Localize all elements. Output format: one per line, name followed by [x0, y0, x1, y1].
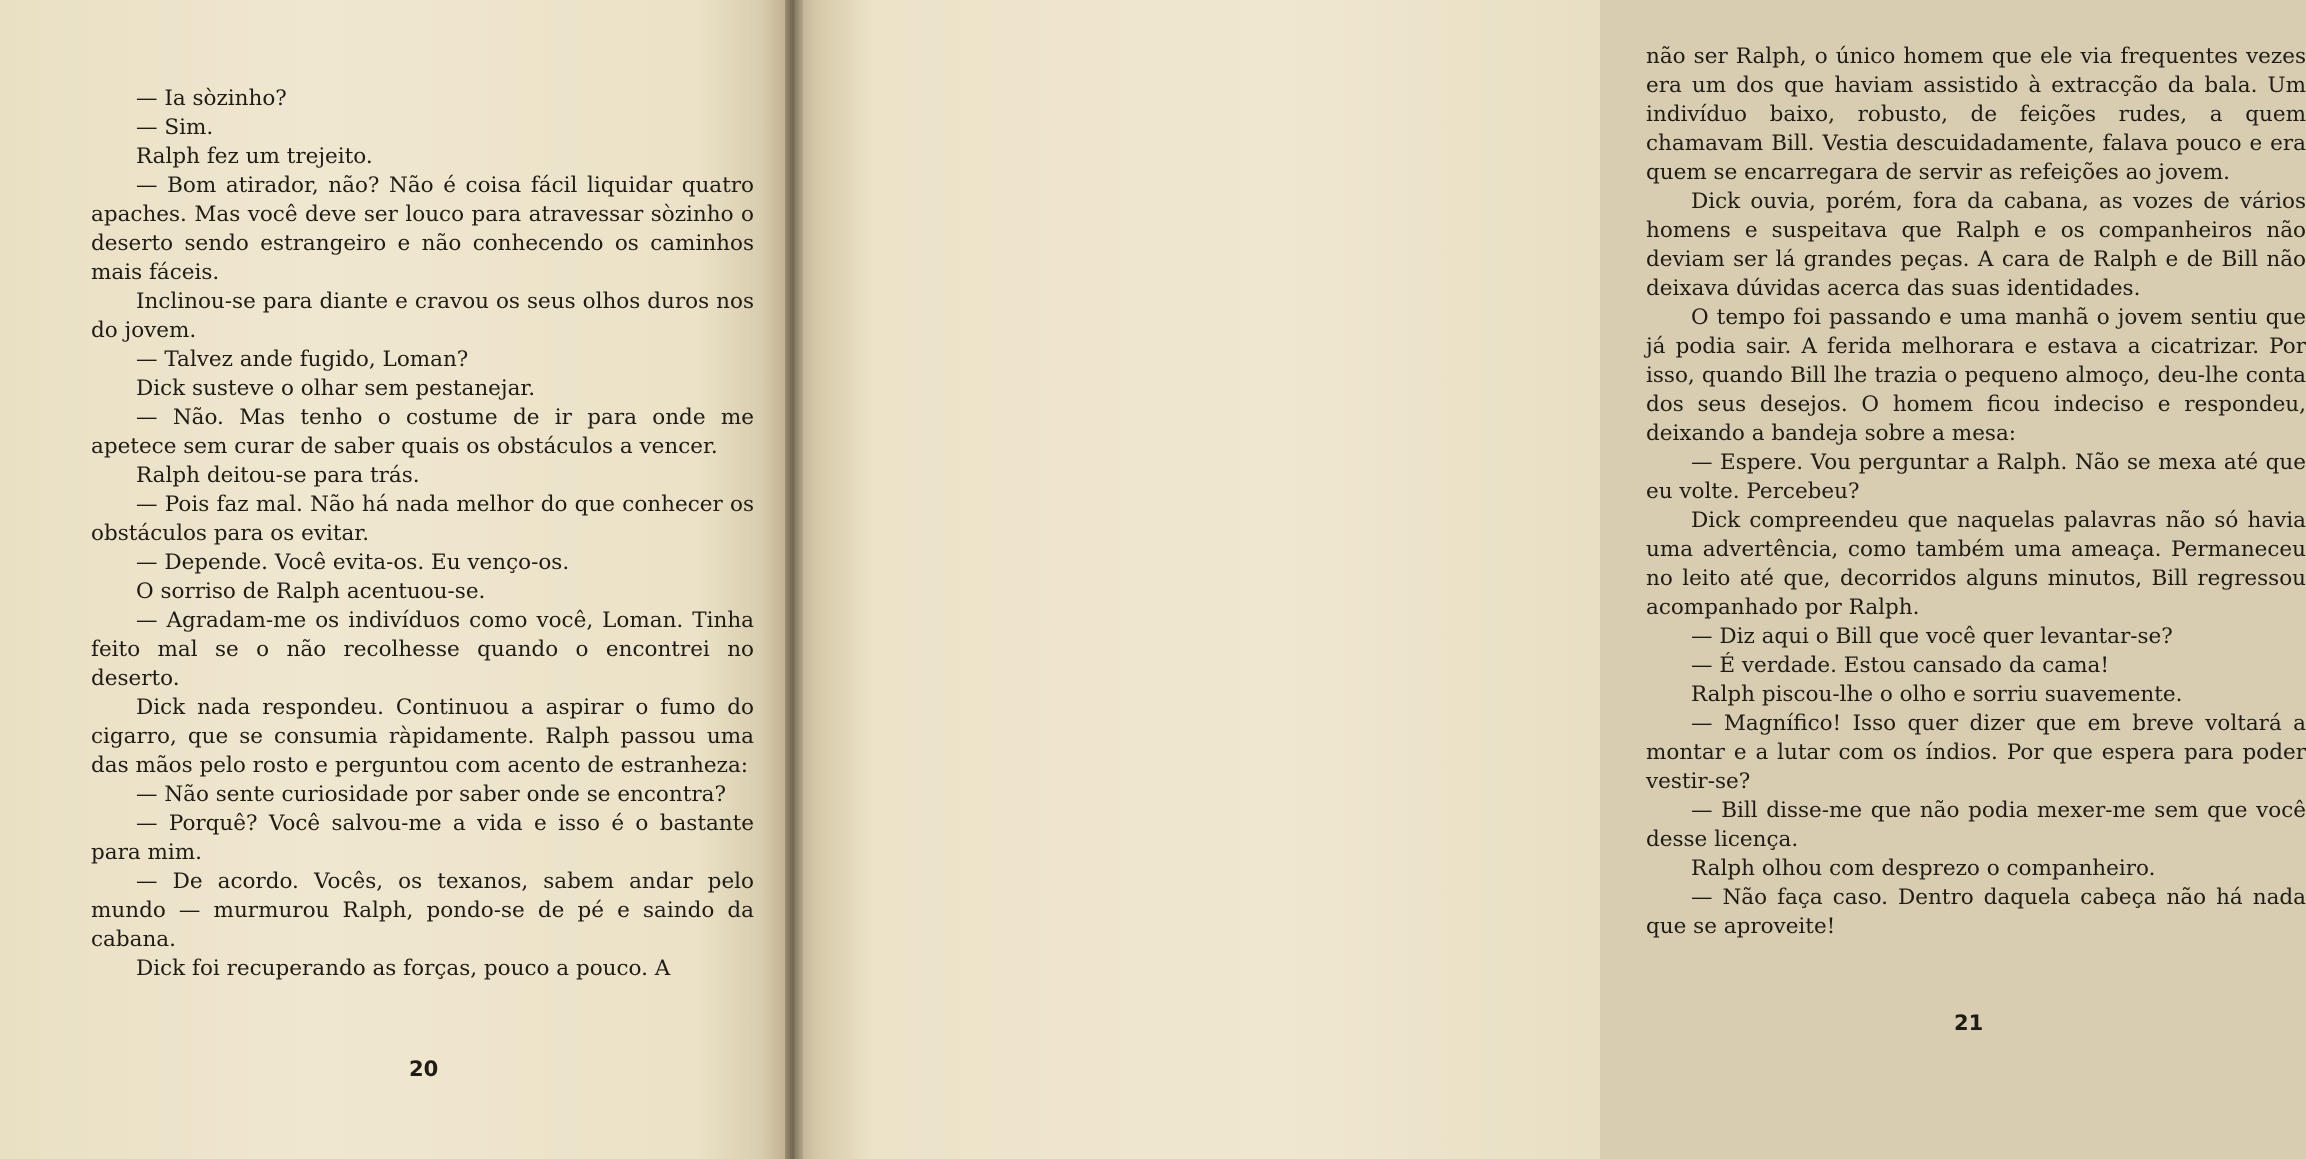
paragraph: — Espere. Vou perguntar a Ralph. Não se mexa até que eu volte. Percebeu? [1646, 450, 2306, 504]
book-gutter [785, 0, 803, 1159]
paragraph: — De acordo. Vocês, os texanos, sabem andar pelo mundo — murmurou Ralph, pondo-se de pé e saindo da cabana. [91, 869, 754, 952]
page-number-left: 20 [409, 1057, 439, 1081]
paragraph: Dick susteve o olhar sem pestanejar. [136, 376, 536, 401]
paragraph: — Sim. [136, 115, 214, 140]
paragraph: Ralph deitou-se para trás. [136, 463, 420, 488]
right-page-text [1646, 42, 2306, 941]
paragraph: Inclinou-se para diante e cravou os seus olhos duros nos do jovem. [91, 289, 754, 343]
paragraph: — Não sente curiosidade por saber onde se encontra? [136, 782, 726, 807]
paragraph: Ralph olhou com desprezo o companheiro. [1691, 856, 2156, 881]
paragraph: O sorriso de Ralph acentuou-se. [136, 579, 486, 604]
paragraph: — Não faça caso. Dentro daquela cabeça não há nada que se aproveite! [1646, 885, 2306, 939]
paragraph: Dick ouvia, porém, fora da cabana, as vozes de vários homens e suspeitava que Ralph e os companheiros não deviam ser lá grandes peças. A cara de Ralph e de Bill não deixava dúvidas acerca das suas identidades. [1646, 189, 2306, 301]
paragraph: — Agradam-me os indivíduos como você, Loman. Tinha feito mal se o não recolhesse quando o encontrei no deserto. [91, 608, 754, 691]
paragraph: — Bill disse-me que não podia mexer-me sem que você desse licença. [1646, 798, 2306, 852]
paragraph: O tempo foi passando e uma manhã o jovem sentiu que já podia sair. A ferida melhorara e estava a cicatrizar. Por isso, quando Bill lhe trazia o pequeno almoço, deu-lhe conta dos seus desejos. O homem ficou indeciso e respondeu, deixando a bandeja sobre a mesa: [1646, 305, 2306, 446]
paragraph: Dick nada respondeu. Continuou a aspirar o fumo do cigarro, que se consumia ràpidamente. Ralph passou uma das mãos pelo rosto e perguntou com acento de estranheza: [91, 695, 754, 778]
paragraph: — Bom atirador, não? Não é coisa fácil liquidar quatro apaches. Mas você deve ser louco para atravessar sòzinho o deserto sendo estrangeiro e não conhecendo os caminhos mais fáceis. [91, 173, 754, 285]
paragraph: — Diz aqui o Bill que você quer levantar-se? [1691, 624, 2173, 649]
paragraph: Dick foi recuperando as forças, pouco a pouco. A [136, 956, 671, 981]
paragraph: — É verdade. Estou cansado da cama! [1691, 653, 2109, 678]
paragraph: — Não. Mas tenho o costume de ir para onde me apetece sem curar de saber quais os obstáculos a vencer. [91, 405, 754, 459]
paragraph: — Magnífico! Isso quer dizer que em breve voltará a montar e a lutar com os índios. Por que espera para poder vestir-se? [1646, 711, 2306, 794]
left-page [0, 0, 793, 1159]
page-number-right: 21 [1954, 1011, 1984, 1035]
paragraph: Ralph piscou-lhe o olho e sorriu suavemente. [1691, 682, 2183, 707]
paragraph: — Ia sòzinho? [136, 86, 287, 111]
paragraph: Dick compreendeu que naquelas palavras não só havia uma advertência, como também uma ameaça. Permaneceu no leito até que, decorridos alguns minutos, Bill regressou acompanhado por Ralph. [1646, 508, 2306, 620]
paragraph: — Depende. Você evita-os. Eu venço-os. [136, 550, 570, 575]
right-page [793, 0, 2306, 1159]
paragraph: não ser Ralph, o único homem que ele via frequentes vezes era um dos que haviam assistido à extracção da bala. Um indivíduo baixo, robusto, de feições rudes, a quem chamavam Bill. Vestia descuidadamente, falava pouco e era quem se encarregara de servir as refeições ao jovem. [1646, 44, 2306, 185]
paragraph: — Talvez ande fugido, Loman? [136, 347, 469, 372]
paragraph: — Porquê? Você salvou-me a vida e isso é o bastante para mim. [91, 811, 754, 865]
left-page-text [91, 84, 754, 983]
paragraph: — Pois faz mal. Não há nada melhor do que conhecer os obstáculos para os evitar. [91, 492, 754, 546]
paragraph: Ralph fez um trejeito. [136, 144, 373, 169]
